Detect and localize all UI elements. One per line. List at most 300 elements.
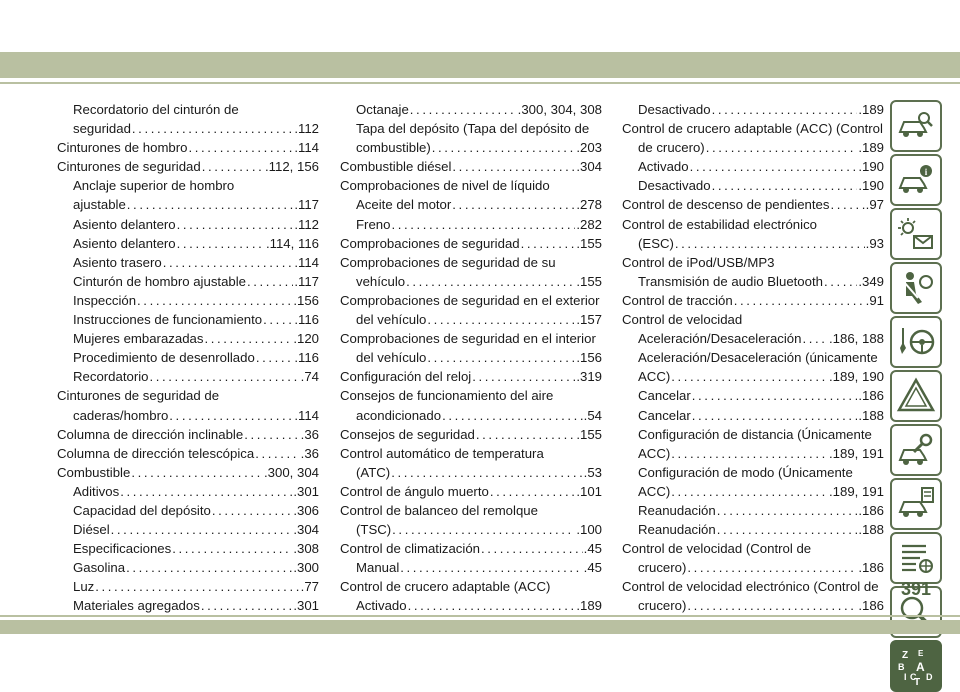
index-entry (57, 291, 319, 310)
index-entry (57, 386, 319, 405)
entry-page-ref[interactable]: .93 (865, 235, 884, 251)
entry-page-ref[interactable]: .189 (576, 598, 602, 614)
index-entry (340, 463, 602, 482)
wrench-car-icon (896, 430, 936, 470)
entry-leader-dots (188, 138, 293, 157)
header-rule (0, 82, 960, 84)
index-entry (57, 596, 319, 615)
entry-leader-dots (400, 558, 582, 577)
entry-page-ref[interactable]: .189, 191 (829, 445, 884, 461)
entry-leader-dots (177, 215, 294, 234)
entry-label: Control de velocidad (622, 312, 743, 328)
entry-leader-dots (406, 272, 575, 291)
entry-page-ref[interactable]: .155 (576, 235, 602, 251)
car-specs-icon (896, 484, 936, 524)
entry-label: crucero) (638, 598, 687, 614)
index-entry (622, 444, 884, 463)
entry-label: Desactivado (638, 102, 711, 117)
entry-label: Asiento delantero (73, 235, 176, 251)
entry-label: Cinturones de hombro (57, 140, 188, 156)
entry-leader-dots (244, 425, 299, 444)
index-entry (340, 386, 602, 405)
entry-label: Asiento delantero (73, 216, 176, 232)
entry-label: Aceite del motor (356, 197, 452, 213)
entry-leader-dots (687, 558, 857, 577)
entry-page-ref[interactable]: .349 (858, 273, 884, 289)
index-entry (340, 215, 602, 234)
entry-page-ref[interactable]: .278 (576, 197, 602, 213)
entry-label: Comprobaciones de seguridad (340, 235, 520, 251)
index-letter: D (926, 672, 933, 682)
entry-label: Columna de dirección telescópica (57, 445, 255, 461)
entry-page-ref[interactable]: .300, 304, 308 (517, 102, 602, 117)
index-entry (340, 176, 602, 195)
index-entry (340, 310, 602, 329)
entry-label: Combustible (57, 464, 131, 480)
entry-page-ref[interactable]: .189 (858, 140, 884, 156)
index-entry (622, 386, 884, 405)
entry-page-ref[interactable]: .36 (300, 445, 319, 461)
index-column-2 (340, 100, 602, 616)
index-entry (622, 329, 884, 348)
entry-page-ref[interactable]: .116 (294, 350, 319, 366)
entry-label: Cancelar (638, 388, 691, 404)
index-column-3 (622, 100, 884, 616)
entry-page-ref[interactable]: .190 (858, 178, 884, 194)
entry-page-ref[interactable]: .186, 188 (829, 331, 884, 347)
index-entry (340, 119, 602, 138)
index-entry (57, 272, 319, 291)
entry-page-ref[interactable]: .117 (294, 197, 319, 213)
entry-page-ref[interactable]: .304 (293, 522, 319, 538)
entry-page-ref[interactable]: .157 (576, 312, 602, 328)
entry-label: Cancelar (638, 407, 691, 423)
entry-label: Octanaje (356, 102, 409, 117)
entry-leader-dots (126, 558, 292, 577)
entry-page-ref[interactable]: .308 (293, 541, 319, 557)
index-entry (340, 367, 602, 386)
entry-page-ref[interactable]: .189, 191 (829, 483, 884, 499)
entry-page-ref[interactable]: .97 (865, 197, 884, 213)
entry-leader-dots (712, 100, 858, 119)
entry-leader-dots (692, 386, 858, 405)
entry-leader-dots (137, 291, 292, 310)
light-message-icon (896, 214, 936, 254)
entry-leader-dots (706, 138, 858, 157)
index-entry (57, 406, 319, 425)
index-entry (622, 425, 884, 444)
entry-label: (ESC) (638, 235, 674, 251)
entry-label: Configuración del reloj (340, 369, 472, 385)
entry-leader-dots (671, 444, 828, 463)
tab-checklist[interactable] (890, 532, 942, 584)
entry-label: Instrucciones de funcionamiento (73, 312, 263, 328)
entry-leader-dots (150, 367, 300, 386)
entry-label: Recordatorio (73, 369, 149, 385)
index-column-1 (57, 100, 319, 616)
tab-car-specs[interactable] (890, 478, 942, 530)
entry-page-ref[interactable]: .36 (300, 426, 319, 442)
index-entry (57, 157, 319, 176)
index-entry (622, 100, 884, 119)
entry-page-ref[interactable]: .189, 190 (829, 369, 884, 385)
entry-page-ref[interactable]: .74 (300, 369, 319, 385)
entry-label: Configuración de distancia (Únicamente (638, 426, 872, 442)
entry-label: Tapa del depósito (Tapa del depósito de (356, 121, 590, 137)
index-entry (622, 138, 884, 157)
entry-page-ref[interactable]: .112 (294, 121, 319, 137)
entry-label: Configuración de modo (Únicamente (638, 464, 853, 480)
index-entry (622, 348, 884, 367)
page-number: 391 (900, 579, 932, 599)
index-entry (622, 119, 884, 138)
index-entry (340, 482, 602, 501)
tab-wrench-car[interactable] (890, 424, 942, 476)
entry-leader-dots (692, 406, 858, 425)
entry-label: Combustible diésel (340, 159, 452, 175)
entry-page-ref[interactable]: .300 (293, 560, 319, 576)
entry-label: Comprobaciones de seguridad en el exterior (340, 292, 600, 308)
entry-leader-dots (95, 577, 299, 596)
index-entry (622, 482, 884, 501)
entry-page-ref[interactable]: .53 (583, 464, 602, 480)
entry-page-ref[interactable]: .100 (576, 522, 602, 538)
entry-page-ref[interactable]: .45 (583, 541, 602, 557)
index-entry (57, 234, 319, 253)
entry-label: caderas/hombro (73, 407, 169, 423)
entry-label: Control de climatización (340, 541, 480, 557)
index-entry (57, 463, 319, 482)
entry-label: combustible) (356, 140, 431, 156)
entry-page-ref[interactable]: .319 (576, 369, 602, 385)
tab-car-search[interactable] (890, 100, 942, 152)
entry-label: Control de balanceo del remolque (340, 502, 538, 518)
index-entry (622, 291, 884, 310)
entry-label: Procedimiento de desenrollado (73, 350, 255, 366)
tab-steering-wheel[interactable] (890, 316, 942, 368)
index-entry (340, 539, 602, 558)
entry-leader-dots (427, 348, 575, 367)
entry-leader-dots (163, 253, 294, 272)
entry-label: Activado (356, 598, 407, 614)
entry-label: Recordatorio del cinturón de (73, 102, 239, 117)
index-entry (57, 444, 319, 463)
entry-label: Desactivado (638, 178, 711, 194)
entry-page-ref[interactable]: .45 (583, 560, 602, 576)
alphabet-index-icon (896, 646, 936, 686)
entry-label: crucero) (638, 560, 687, 576)
entry-leader-dots (824, 272, 857, 291)
index-entry (57, 215, 319, 234)
index-entry (622, 406, 884, 425)
index-letter: I (904, 672, 907, 682)
entry-label: Aditivos (73, 483, 120, 499)
index-entry (57, 195, 319, 214)
index-entry (340, 100, 602, 119)
entry-page-ref[interactable]: .186 (858, 388, 884, 404)
footer-rule (0, 615, 960, 617)
index-entry (622, 539, 884, 558)
entry-label: Cinturones de seguridad de (57, 388, 220, 404)
entry-label: Control de crucero adaptable (ACC) (Control (622, 121, 883, 137)
entry-page-ref[interactable]: .282 (576, 216, 602, 232)
index-entry (340, 444, 602, 463)
entry-leader-dots (717, 501, 858, 520)
entry-page-ref[interactable]: .189 (858, 102, 884, 117)
index-entry (57, 329, 319, 348)
index-entry (622, 310, 884, 329)
entry-leader-dots (212, 501, 292, 520)
index-entry (622, 176, 884, 195)
entry-label: Aceleración/Desaceleración (638, 331, 802, 347)
seatbelt-airbag-icon (896, 268, 936, 308)
entry-label: ACC) (638, 369, 671, 385)
index-entry (340, 406, 602, 425)
entry-label: del vehículo (356, 312, 427, 328)
entry-label: Control de ángulo muerto (340, 483, 489, 499)
entry-leader-dots (172, 539, 292, 558)
entry-page-ref[interactable]: .203 (576, 140, 602, 156)
entry-leader-dots (452, 157, 575, 176)
header-band (0, 52, 960, 78)
index-letter: T (914, 677, 921, 686)
index-letter: Z (902, 650, 909, 661)
entry-label: Control de descenso de pendientes (622, 197, 830, 213)
entry-label: del vehículo (356, 350, 427, 366)
entry-label: vehículo (356, 273, 406, 289)
warning-triangle-icon (896, 376, 936, 416)
entry-label: Activado (638, 159, 689, 175)
entry-leader-dots (671, 482, 828, 501)
entry-label: Manual (356, 560, 400, 576)
entry-page-ref[interactable]: .186 (858, 598, 884, 614)
index-entry (57, 367, 319, 386)
index-entry (57, 100, 319, 119)
index-entry (340, 291, 602, 310)
entry-leader-dots (255, 444, 299, 463)
index-letter: E (918, 649, 924, 658)
entry-page-ref[interactable]: .300, 304 (264, 464, 319, 480)
steering-wheel-icon (896, 322, 936, 362)
index-entry (622, 577, 884, 596)
index-entry (340, 329, 602, 348)
entry-leader-dots (201, 596, 293, 615)
entry-label: Luz (73, 579, 95, 595)
index-entry (622, 195, 884, 214)
tab-seatbelt-airbag[interactable] (890, 262, 942, 314)
entry-label: de crucero) (638, 140, 705, 156)
entry-label: (ATC) (356, 464, 391, 480)
entry-leader-dots (127, 195, 294, 214)
entry-label: Especificaciones (73, 541, 172, 557)
entry-page-ref[interactable]: .155 (576, 426, 602, 442)
index-entry (57, 425, 319, 444)
index-entry (57, 520, 319, 539)
index-entry (57, 577, 319, 596)
index-entry (57, 348, 319, 367)
entry-leader-dots (734, 291, 865, 310)
entry-leader-dots (131, 463, 263, 482)
entry-label: Control automático de temperatura (340, 445, 544, 461)
index-entry (622, 234, 884, 253)
entry-label: acondicionado (356, 407, 442, 423)
entry-leader-dots (476, 425, 575, 444)
entry-page-ref[interactable]: .120 (293, 331, 319, 347)
entry-page-ref[interactable]: .116 (294, 312, 319, 328)
entry-leader-dots (204, 329, 292, 348)
index-entry (622, 272, 884, 291)
index-entry (622, 367, 884, 386)
entry-page-ref[interactable]: .190 (858, 159, 884, 175)
entry-page-ref[interactable]: .54 (583, 407, 602, 423)
entry-leader-dots (391, 463, 582, 482)
entry-label: Asiento trasero (73, 254, 162, 270)
index-entry (622, 501, 884, 520)
entry-page-ref[interactable]: .112 (294, 216, 319, 232)
index-entry (57, 482, 319, 501)
index-entry (57, 539, 319, 558)
entry-page-ref[interactable]: .301 (293, 598, 319, 614)
entry-label: Mujeres embarazadas (73, 331, 204, 347)
index-entry (340, 157, 602, 176)
entry-leader-dots (687, 596, 857, 615)
entry-leader-dots (472, 367, 575, 386)
entry-page-ref[interactable]: .301 (293, 483, 319, 499)
entry-label: Gasolina (73, 560, 126, 576)
entry-label: Cinturones de seguridad (57, 159, 201, 175)
entry-label: seguridad (73, 121, 131, 137)
car-info-icon (896, 160, 936, 200)
tab-car-info[interactable] (890, 154, 942, 206)
entry-leader-dots (432, 138, 576, 157)
entry-page-ref[interactable]: .304 (576, 159, 602, 175)
index-entry (622, 157, 884, 176)
entry-leader-dots (671, 367, 828, 386)
index-letter: A (916, 660, 925, 674)
entry-page-ref[interactable]: .188 (858, 407, 884, 423)
index-entry (622, 463, 884, 482)
entry-leader-dots (177, 234, 265, 253)
entry-label: ACC) (638, 483, 671, 499)
index-entry (340, 501, 602, 520)
index-entry (57, 558, 319, 577)
entry-label: Inspección (73, 292, 137, 308)
tab-light-message[interactable] (890, 208, 942, 260)
entry-label: Freno (356, 216, 391, 232)
entry-leader-dots (521, 234, 576, 253)
entry-leader-dots (802, 329, 828, 348)
entry-page-ref[interactable]: .101 (576, 483, 602, 499)
entry-page-ref[interactable]: .117 (294, 273, 319, 289)
entry-leader-dots (256, 348, 294, 367)
tab-warning-triangle[interactable] (890, 370, 942, 422)
svg-text:i: i (924, 167, 928, 177)
entry-page-ref[interactable]: .91 (865, 292, 884, 308)
entry-leader-dots (169, 406, 293, 425)
entry-leader-dots (675, 234, 865, 253)
index-entry (340, 138, 602, 157)
entry-leader-dots (442, 406, 583, 425)
entry-label: Control de velocidad (Control de (622, 541, 812, 557)
entry-leader-dots (391, 215, 575, 234)
index-letter: C (910, 672, 917, 682)
entry-leader-dots (392, 520, 575, 539)
entry-page-ref[interactable]: .114 (294, 254, 319, 270)
index-entry (622, 253, 884, 272)
index-entry (57, 501, 319, 520)
index-entry (57, 310, 319, 329)
entry-label: Control de iPod/USB/MP3 (622, 254, 775, 270)
entry-page-ref[interactable]: .114, 116 (265, 235, 319, 251)
entry-page-ref[interactable]: .156 (576, 350, 602, 366)
checklist-icon (896, 538, 936, 578)
entry-label: Anclaje superior de hombro (73, 178, 235, 194)
entry-label: Consejos de funcionamiento del aire (340, 388, 554, 404)
entry-label: Comprobaciones de seguridad en el interior (340, 331, 596, 347)
index-entry (340, 348, 602, 367)
index-entry (340, 425, 602, 444)
index-entry (340, 558, 602, 577)
entry-leader-dots (263, 310, 293, 329)
entry-page-ref[interactable]: .186 (858, 560, 884, 576)
entry-label: Materiales agregados (73, 598, 200, 614)
entry-page-ref[interactable]: .156 (293, 292, 319, 308)
entry-leader-dots (712, 176, 858, 195)
entry-page-ref[interactable]: .306 (293, 502, 319, 518)
index-entry (340, 596, 602, 615)
entry-label: Control de estabilidad electrónico (622, 216, 817, 232)
entry-leader-dots (481, 539, 583, 558)
entry-page-ref[interactable]: .155 (576, 273, 602, 289)
entry-leader-dots (830, 195, 864, 214)
entry-label: Transmisión de audio Bluetooth (638, 273, 823, 289)
entry-label: Capacidad del depósito (73, 502, 211, 518)
tab-alphabetical-index[interactable] (890, 640, 942, 692)
entry-page-ref[interactable]: .114 (294, 140, 319, 156)
entry-leader-dots (202, 157, 264, 176)
entry-label: Control de velocidad electrónico (Control de (622, 579, 879, 595)
index-entry (340, 253, 602, 272)
entry-label: Reanudación (638, 502, 716, 518)
entry-label: ajustable (73, 197, 126, 213)
entry-page-ref[interactable]: .77 (300, 579, 319, 595)
entry-leader-dots (132, 119, 293, 138)
entry-label: ACC) (638, 445, 671, 461)
index-entry (340, 520, 602, 539)
index-entry (340, 577, 602, 596)
entry-page-ref[interactable]: .112, 156 (264, 159, 319, 175)
entry-leader-dots (410, 100, 517, 119)
index-entry (340, 272, 602, 291)
index-entry (622, 215, 884, 234)
index-letter: B (898, 662, 905, 672)
entry-page-ref[interactable]: .188 (858, 522, 884, 538)
entry-label: Cinturón de hombro ajustable (73, 273, 247, 289)
entry-page-ref[interactable]: .114 (294, 407, 319, 423)
entry-label: Reanudación (638, 522, 716, 538)
index-entry (57, 119, 319, 138)
entry-label: (TSC) (356, 522, 392, 538)
entry-label: Consejos de seguridad (340, 426, 475, 442)
index-entry (340, 195, 602, 214)
entry-label: Control de crucero adaptable (ACC) (340, 579, 551, 595)
entry-page-ref[interactable]: .186 (858, 502, 884, 518)
entry-leader-dots (717, 520, 858, 539)
entry-leader-dots (452, 195, 575, 214)
entry-label: Aceleración/Desaceleración (únicamente (638, 350, 878, 366)
entry-label: Diésel (73, 522, 110, 538)
entry-leader-dots (247, 272, 293, 291)
